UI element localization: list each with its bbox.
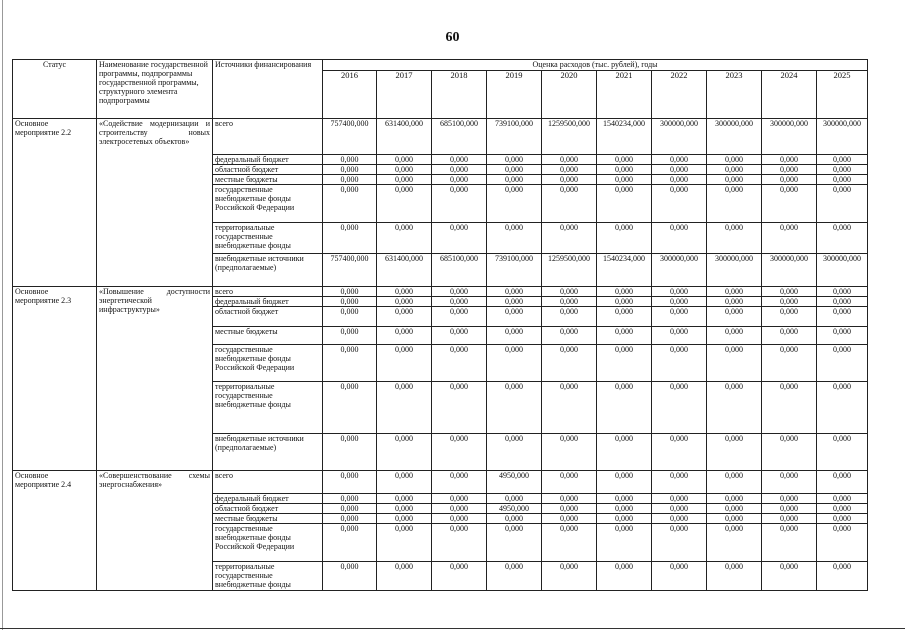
status-cell: Основное мероприятие 2.4	[13, 471, 97, 591]
funding-source-cell: государственные внебюджетные фонды Российской Федерации	[213, 185, 323, 223]
value-cell: 0,000	[817, 307, 868, 327]
value-cell: 0,000	[762, 287, 817, 297]
value-cell: 0,000	[377, 327, 432, 345]
value-cell: 0,000	[542, 434, 597, 471]
value-cell: 0,000	[652, 382, 707, 434]
value-cell: 0,000	[652, 494, 707, 504]
value-cell: 0,000	[432, 307, 487, 327]
value-cell: 0,000	[707, 175, 762, 185]
value-cell: 0,000	[652, 185, 707, 223]
value-cell: 0,000	[432, 175, 487, 185]
value-cell: 0,000	[542, 471, 597, 494]
funding-source-cell: всего	[213, 119, 323, 155]
value-cell: 0,000	[377, 524, 432, 562]
value-cell: 0,000	[487, 524, 542, 562]
value-cell: 0,000	[487, 345, 542, 382]
header-name: Наименование государственной программы, подпрограммы государственной программы, структурного элемента подпрограммы	[97, 60, 213, 119]
status-cell: Основное мероприятие 2.2	[13, 119, 97, 287]
value-cell: 0,000	[652, 307, 707, 327]
value-cell: 1259500,000	[542, 119, 597, 155]
value-cell: 0,000	[542, 494, 597, 504]
value-cell: 0,000	[817, 494, 868, 504]
value-cell: 0,000	[542, 562, 597, 591]
value-cell: 4950,000	[487, 471, 542, 494]
value-cell: 0,000	[707, 297, 762, 307]
value-cell: 0,000	[597, 471, 652, 494]
value-cell: 0,000	[432, 327, 487, 345]
funding-source-cell: областной бюджет	[213, 504, 323, 514]
value-cell: 0,000	[707, 307, 762, 327]
value-cell: 0,000	[817, 223, 868, 254]
value-cell: 0,000	[487, 185, 542, 223]
value-cell: 0,000	[652, 175, 707, 185]
header-year: 2019	[487, 71, 542, 119]
value-cell: 0,000	[432, 494, 487, 504]
value-cell: 0,000	[377, 494, 432, 504]
value-cell: 631400,000	[377, 254, 432, 287]
value-cell: 0,000	[323, 345, 377, 382]
value-cell: 0,000	[487, 155, 542, 165]
value-cell: 0,000	[707, 562, 762, 591]
funding-source-cell: государственные внебюджетные фонды Российской Федерации	[213, 345, 323, 382]
value-cell: 0,000	[432, 155, 487, 165]
value-cell: 0,000	[762, 382, 817, 434]
status-cell: Основное мероприятие 2.3	[13, 287, 97, 471]
value-cell: 0,000	[542, 175, 597, 185]
value-cell: 300000,000	[707, 254, 762, 287]
value-cell: 0,000	[652, 287, 707, 297]
value-cell: 0,000	[597, 514, 652, 524]
value-cell: 0,000	[707, 155, 762, 165]
header-sources: Источники финансирования	[213, 60, 323, 119]
value-cell: 0,000	[323, 382, 377, 434]
funding-source-cell: местные бюджеты	[213, 514, 323, 524]
value-cell: 0,000	[542, 287, 597, 297]
value-cell: 0,000	[323, 504, 377, 514]
funding-source-cell: местные бюджеты	[213, 327, 323, 345]
value-cell: 0,000	[432, 165, 487, 175]
value-cell: 0,000	[817, 165, 868, 175]
funding-source-cell: всего	[213, 287, 323, 297]
value-cell: 0,000	[487, 175, 542, 185]
value-cell: 300000,000	[762, 254, 817, 287]
value-cell: 0,000	[542, 504, 597, 514]
header-year: 2020	[542, 71, 597, 119]
budget-table	[12, 59, 868, 591]
value-cell: 0,000	[542, 297, 597, 307]
value-cell: 0,000	[432, 287, 487, 297]
value-cell: 0,000	[377, 307, 432, 327]
value-cell: 739100,000	[487, 254, 542, 287]
value-cell: 0,000	[377, 185, 432, 223]
value-cell: 0,000	[597, 524, 652, 562]
header-year: 2022	[652, 71, 707, 119]
value-cell: 0,000	[597, 504, 652, 514]
value-cell: 0,000	[762, 345, 817, 382]
value-cell: 0,000	[597, 562, 652, 591]
value-cell: 0,000	[707, 185, 762, 223]
value-cell: 0,000	[377, 297, 432, 307]
value-cell: 0,000	[432, 471, 487, 494]
header-status: Статус	[13, 60, 97, 119]
value-cell: 0,000	[432, 223, 487, 254]
header-year: 2018	[432, 71, 487, 119]
value-cell: 0,000	[487, 307, 542, 327]
value-cell: 739100,000	[487, 119, 542, 155]
value-cell: 0,000	[652, 297, 707, 307]
value-cell: 0,000	[377, 223, 432, 254]
value-cell: 300000,000	[817, 119, 868, 155]
value-cell: 0,000	[377, 434, 432, 471]
value-cell: 0,000	[762, 307, 817, 327]
value-cell: 0,000	[487, 165, 542, 175]
value-cell: 0,000	[817, 155, 868, 165]
value-cell: 0,000	[597, 307, 652, 327]
value-cell: 0,000	[377, 345, 432, 382]
value-cell: 0,000	[597, 165, 652, 175]
value-cell: 0,000	[432, 345, 487, 382]
funding-source-cell: областной бюджет	[213, 307, 323, 327]
page-bottom-rule	[0, 628, 905, 629]
funding-source-cell: федеральный бюджет	[213, 494, 323, 504]
value-cell: 0,000	[762, 155, 817, 165]
value-cell: 0,000	[817, 524, 868, 562]
value-cell: 0,000	[762, 327, 817, 345]
value-cell: 0,000	[817, 287, 868, 297]
value-cell: 0,000	[597, 494, 652, 504]
value-cell: 0,000	[762, 504, 817, 514]
value-cell: 0,000	[323, 562, 377, 591]
value-cell: 0,000	[542, 514, 597, 524]
value-cell: 0,000	[707, 287, 762, 297]
value-cell: 0,000	[542, 382, 597, 434]
funding-source-cell: областной бюджет	[213, 165, 323, 175]
value-cell: 0,000	[597, 175, 652, 185]
value-cell: 0,000	[597, 223, 652, 254]
header-year: 2021	[597, 71, 652, 119]
value-cell: 0,000	[597, 287, 652, 297]
value-cell: 300000,000	[817, 254, 868, 287]
value-cell: 0,000	[542, 165, 597, 175]
value-cell: 0,000	[707, 524, 762, 562]
funding-source-cell: федеральный бюджет	[213, 155, 323, 165]
value-cell: 631400,000	[377, 119, 432, 155]
value-cell: 0,000	[762, 185, 817, 223]
value-cell: 0,000	[762, 434, 817, 471]
header-year: 2017	[377, 71, 432, 119]
value-cell: 0,000	[323, 223, 377, 254]
value-cell: 0,000	[542, 345, 597, 382]
value-cell: 0,000	[652, 471, 707, 494]
value-cell: 0,000	[762, 514, 817, 524]
value-cell: 1540234,000	[597, 254, 652, 287]
value-cell: 0,000	[487, 562, 542, 591]
value-cell: 0,000	[652, 504, 707, 514]
value-cell: 0,000	[707, 165, 762, 175]
value-cell: 0,000	[707, 504, 762, 514]
value-cell: 0,000	[377, 175, 432, 185]
value-cell: 0,000	[377, 287, 432, 297]
value-cell: 0,000	[762, 165, 817, 175]
value-cell: 0,000	[817, 175, 868, 185]
value-cell: 0,000	[762, 494, 817, 504]
value-cell: 0,000	[487, 223, 542, 254]
value-cell: 0,000	[597, 327, 652, 345]
value-cell: 0,000	[377, 155, 432, 165]
value-cell: 0,000	[377, 165, 432, 175]
value-cell: 0,000	[652, 514, 707, 524]
funding-source-cell: всего	[213, 471, 323, 494]
value-cell: 0,000	[817, 185, 868, 223]
value-cell: 4950,000	[487, 504, 542, 514]
value-cell: 0,000	[762, 297, 817, 307]
value-cell: 0,000	[707, 327, 762, 345]
value-cell: 0,000	[652, 155, 707, 165]
value-cell: 0,000	[487, 514, 542, 524]
value-cell: 0,000	[762, 471, 817, 494]
value-cell: 0,000	[377, 382, 432, 434]
value-cell: 0,000	[762, 175, 817, 185]
value-cell: 0,000	[817, 382, 868, 434]
funding-source-cell: федеральный бюджет	[213, 297, 323, 307]
value-cell: 0,000	[652, 434, 707, 471]
value-cell: 0,000	[487, 287, 542, 297]
value-cell: 0,000	[323, 155, 377, 165]
value-cell: 0,000	[817, 327, 868, 345]
value-cell: 0,000	[432, 382, 487, 434]
value-cell: 0,000	[817, 504, 868, 514]
value-cell: 0,000	[817, 514, 868, 524]
value-cell: 0,000	[323, 307, 377, 327]
value-cell: 0,000	[542, 155, 597, 165]
value-cell: 0,000	[542, 185, 597, 223]
value-cell: 0,000	[542, 524, 597, 562]
value-cell: 300000,000	[762, 119, 817, 155]
value-cell: 0,000	[707, 514, 762, 524]
value-cell: 0,000	[652, 327, 707, 345]
value-cell: 0,000	[432, 524, 487, 562]
table-row	[13, 119, 868, 155]
value-cell: 0,000	[762, 524, 817, 562]
value-cell: 0,000	[597, 185, 652, 223]
value-cell: 0,000	[432, 514, 487, 524]
scan-edge-line	[2, 0, 3, 630]
funding-source-cell: территориальные государственные внебюджетные фонды	[213, 223, 323, 254]
value-cell: 1540234,000	[597, 119, 652, 155]
value-cell: 0,000	[323, 175, 377, 185]
value-cell: 0,000	[432, 562, 487, 591]
value-cell: 0,000	[817, 434, 868, 471]
value-cell: 0,000	[707, 494, 762, 504]
value-cell: 0,000	[323, 327, 377, 345]
value-cell: 0,000	[542, 223, 597, 254]
value-cell: 0,000	[323, 514, 377, 524]
table-row	[13, 471, 868, 494]
measure-name-cell: «Содействие модернизации и строительству новых электросетевых объектов»	[97, 119, 213, 287]
value-cell: 0,000	[707, 223, 762, 254]
value-cell: 0,000	[652, 223, 707, 254]
page-number: 60	[445, 30, 460, 45]
value-cell: 0,000	[323, 185, 377, 223]
value-cell: 0,000	[762, 562, 817, 591]
header-estimate: Оценка расходов (тыс. рублей), годы	[323, 60, 868, 71]
value-cell: 300000,000	[652, 254, 707, 287]
value-cell: 0,000	[597, 434, 652, 471]
value-cell: 0,000	[432, 297, 487, 307]
value-cell: 0,000	[323, 434, 377, 471]
value-cell: 0,000	[762, 223, 817, 254]
value-cell: 0,000	[652, 524, 707, 562]
value-cell: 0,000	[652, 562, 707, 591]
header-year: 2024	[762, 71, 817, 119]
funding-source-cell: внебюджетные источники (предполагаемые)	[213, 254, 323, 287]
value-cell: 0,000	[597, 155, 652, 165]
value-cell: 0,000	[377, 504, 432, 514]
value-cell: 300000,000	[707, 119, 762, 155]
header-year: 2025	[817, 71, 868, 119]
value-cell: 0,000	[817, 562, 868, 591]
value-cell: 0,000	[542, 327, 597, 345]
value-cell: 0,000	[487, 434, 542, 471]
table-row	[13, 287, 868, 297]
value-cell: 0,000	[707, 434, 762, 471]
header-year: 2023	[707, 71, 762, 119]
value-cell: 0,000	[652, 165, 707, 175]
funding-source-cell: местные бюджеты	[213, 175, 323, 185]
funding-source-cell: территориальные государственные внебюджетные фонды	[213, 562, 323, 591]
value-cell: 0,000	[487, 494, 542, 504]
value-cell: 0,000	[323, 494, 377, 504]
value-cell: 0,000	[817, 471, 868, 494]
value-cell: 0,000	[487, 327, 542, 345]
value-cell: 685100,000	[432, 119, 487, 155]
value-cell: 300000,000	[652, 119, 707, 155]
value-cell: 0,000	[323, 524, 377, 562]
value-cell: 0,000	[597, 382, 652, 434]
value-cell: 685100,000	[432, 254, 487, 287]
value-cell: 0,000	[487, 382, 542, 434]
funding-source-cell: территориальные государственные внебюджетные фонды	[213, 382, 323, 434]
value-cell: 0,000	[707, 345, 762, 382]
measure-name-cell: «Повышение доступности энергетической инфраструктуры»	[97, 287, 213, 471]
header-year: 2016	[323, 71, 377, 119]
funding-source-cell: внебюджетные источники (предполагаемые)	[213, 434, 323, 471]
value-cell: 0,000	[707, 471, 762, 494]
value-cell: 0,000	[707, 382, 762, 434]
value-cell: 0,000	[323, 165, 377, 175]
value-cell: 0,000	[597, 297, 652, 307]
value-cell: 0,000	[817, 297, 868, 307]
value-cell: 1259500,000	[542, 254, 597, 287]
value-cell: 0,000	[597, 345, 652, 382]
value-cell: 0,000	[817, 345, 868, 382]
value-cell: 757400,000	[323, 119, 377, 155]
value-cell: 0,000	[323, 297, 377, 307]
value-cell: 757400,000	[323, 254, 377, 287]
value-cell: 0,000	[542, 307, 597, 327]
value-cell: 0,000	[432, 434, 487, 471]
value-cell: 0,000	[323, 471, 377, 494]
value-cell: 0,000	[377, 562, 432, 591]
measure-name-cell: «Совершенствование схемы энергоснабжения»	[97, 471, 213, 591]
value-cell: 0,000	[377, 471, 432, 494]
value-cell: 0,000	[432, 504, 487, 514]
value-cell: 0,000	[323, 287, 377, 297]
value-cell: 0,000	[432, 185, 487, 223]
value-cell: 0,000	[487, 297, 542, 307]
funding-source-cell: государственные внебюджетные фонды Российской Федерации	[213, 524, 323, 562]
value-cell: 0,000	[377, 514, 432, 524]
value-cell: 0,000	[652, 345, 707, 382]
